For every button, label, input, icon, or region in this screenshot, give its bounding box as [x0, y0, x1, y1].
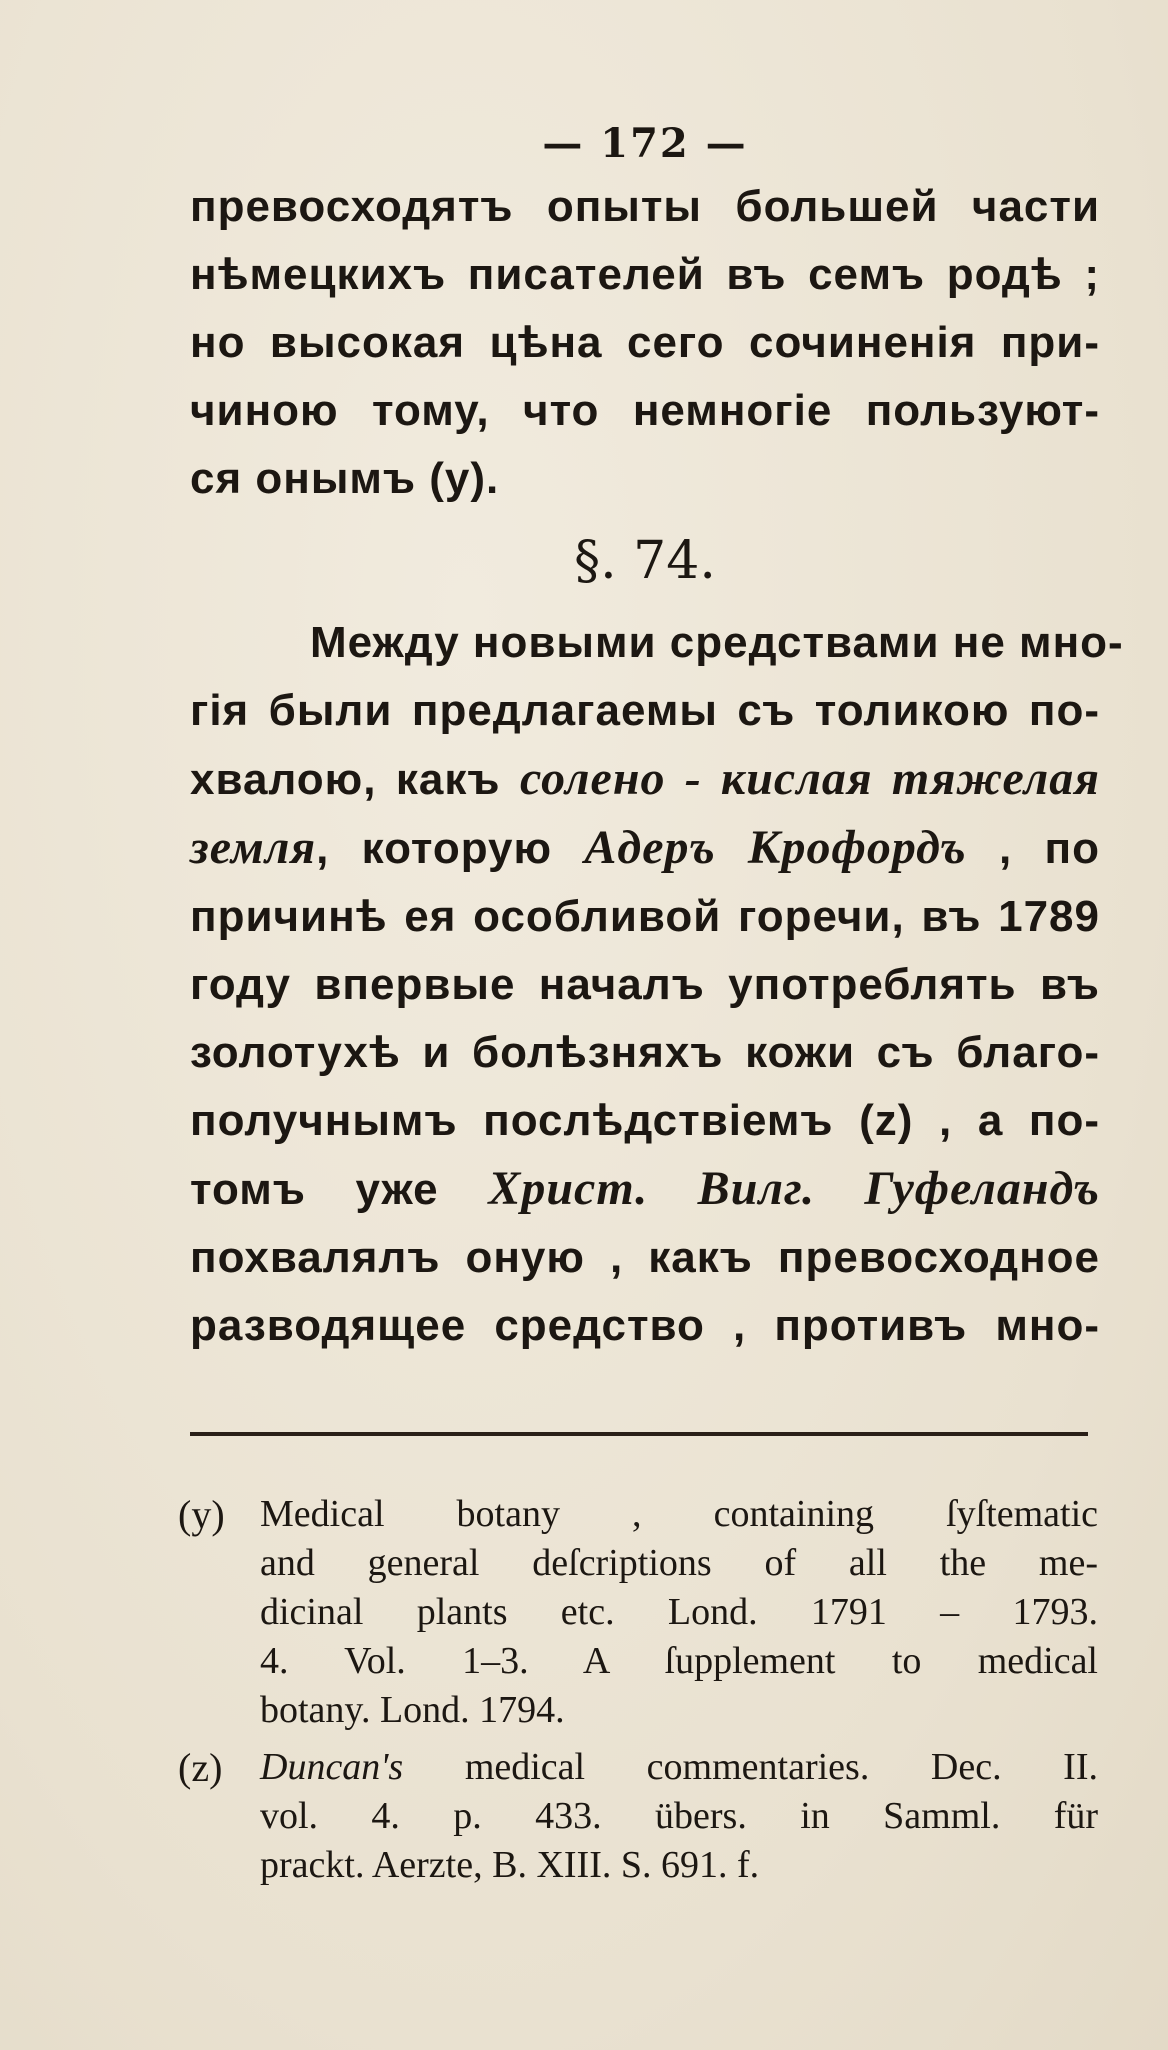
page-header: — 172 —: [542, 120, 748, 167]
footnote-line: Medical botany , containing ſyſtematic: [260, 1493, 1098, 1535]
text-line: нѣмецкихъ писателей въ семъ родѣ ;: [190, 250, 1100, 299]
italic-term: земля: [190, 821, 317, 874]
footnote-line: vol. 4. p. 433. übers. in Samml. für: [260, 1795, 1098, 1837]
text-line: чиною тому, что немногіе пользуют-: [190, 386, 1100, 435]
italic-author: Duncan's: [260, 1746, 404, 1788]
text-line: Между новыми средствами не мно-: [310, 618, 1124, 667]
text-run: medical commentaries. Dec. II.: [403, 1746, 1098, 1788]
text-run: , которую: [316, 824, 585, 873]
text-line: причинѣ ея особливой горечи, въ 1789: [190, 892, 1100, 941]
paragraph-2: [190, 609, 1124, 1360]
text-line: [190, 814, 1100, 883]
text-run: хвалою, какъ: [190, 755, 520, 804]
footnote-y: [178, 1490, 1098, 1735]
footnotes: [178, 1490, 1098, 1898]
text-line: разводящее средство , противъ мно-: [190, 1301, 1100, 1350]
text-line: золотухѣ и болѣзняхъ кожи съ благо-: [190, 1028, 1100, 1077]
text-line: году впервые началъ употреблять въ: [190, 960, 1100, 1009]
text-line: но высокая цѣна сего сочиненія при-: [190, 318, 1100, 367]
italic-name: Христ. Вилг. Гуфеландъ: [488, 1162, 1100, 1215]
footnote-line: prackt. Aerzte, B. XIII. S. 691. f.: [260, 1844, 760, 1886]
footnote-body: [260, 1743, 1098, 1890]
text-line: превосходятъ опыты большей части: [190, 182, 1100, 231]
footnote-line: and general deſcriptions of all the me-: [260, 1542, 1098, 1584]
section-heading: §. 74.: [574, 531, 716, 591]
footnote-divider: [190, 1432, 1088, 1436]
footnote-mark: (z): [178, 1745, 223, 1790]
book-page: [190, 120, 1124, 1360]
text-line: [190, 745, 1100, 814]
paragraph-1: [190, 173, 1100, 513]
italic-name: Адеръ Крофордъ: [584, 821, 967, 874]
italic-term: солено - кислая тяжелая: [519, 752, 1101, 805]
text-line: ся онымъ (у).: [190, 454, 500, 503]
footnote-line: 4. Vol. 1–3. A ſupplement to medical: [260, 1640, 1098, 1682]
footnote-line: [260, 1743, 1098, 1792]
text-run: , по: [966, 824, 1100, 873]
text-line: [190, 1155, 1100, 1224]
footnote-body: [260, 1490, 1098, 1735]
footnote-line: botany. Lond. 1794.: [260, 1689, 565, 1731]
footnote-line: dicinal plants etc. Lond. 1791 – 1793.: [260, 1591, 1098, 1633]
text-line: гія были предлагаемы съ толикою по-: [190, 686, 1100, 735]
text-line: похвалялъ оную , какъ превосходное: [190, 1233, 1100, 1282]
text-line: получнымъ послѣдствіемъ (z) , а по-: [190, 1096, 1100, 1145]
footnote-mark: (y): [178, 1492, 225, 1537]
text-run: томъ уже: [190, 1165, 489, 1214]
footnote-z: [178, 1743, 1098, 1890]
